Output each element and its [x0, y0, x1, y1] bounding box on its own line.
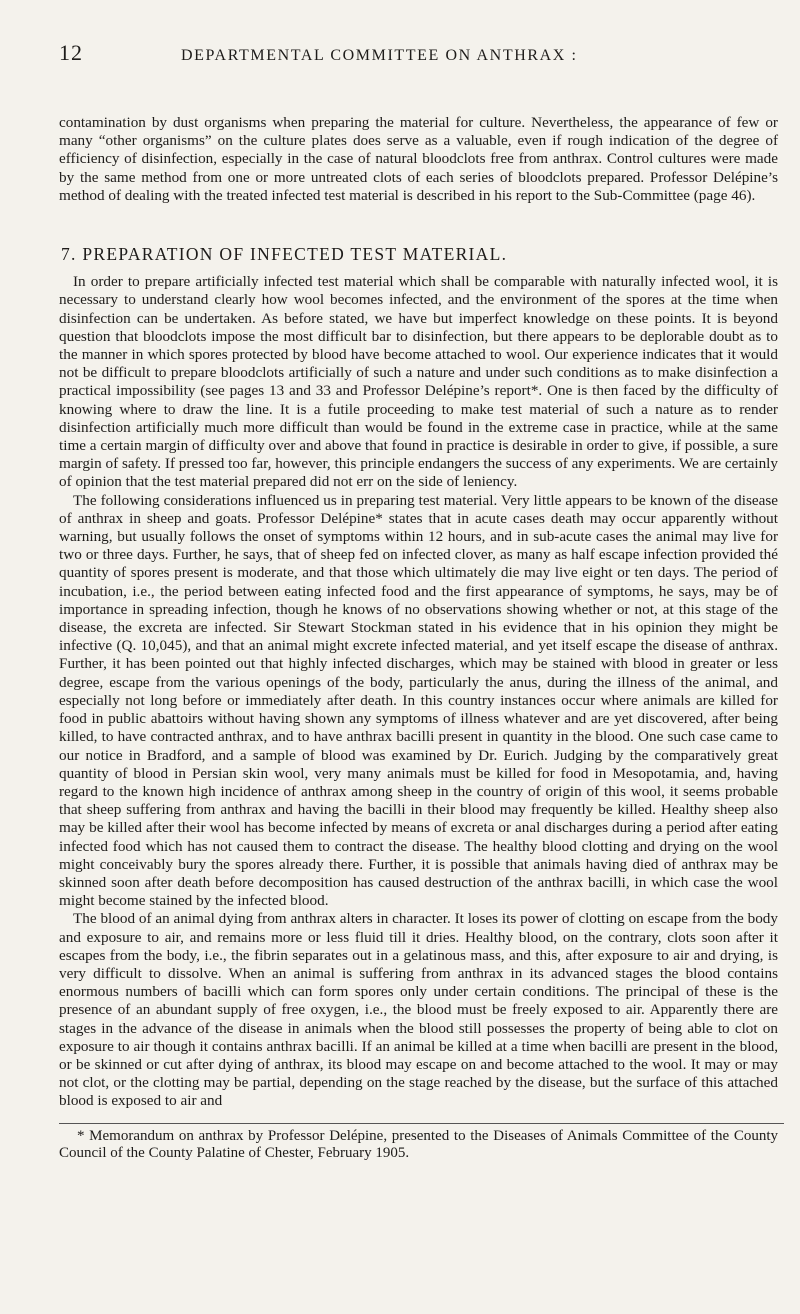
- section-paragraph-3: The blood of an animal dying from anthrax alters in character. It loses its power of clotting on escape from the body and exposure to air, and remains more or less fluid till it dries. Healthy blood, on the contrary, clots soon after it escapes from the body, i.e., the fibrin separates out in a gelatinous mass, and this, after exposure to air and drying, is very difficult to dissolve. When an animal is suffering from anthrax in its advanced stages the blood contains enormous numbers of bacilli which can form spores only under certain conditions. The principal of these is the presence of an abundant supply of free oxygen, i.e., the blood must be freely exposed to air. Apparently there are stages in the advance of the disease in animals when the blood still possesses the property of being able to clot on exposure to air though it contains anthrax bacilli. If an animal be killed at a time when bacilli are present in the blood, or be skinned or cut after dying of anthrax, its blood may escape on and become attached to the wool. It may or may not clot, or the clotting may be partial, depending on the stage reached by the disease, but the surface of this attached blood is exposed to air and: [59, 910, 778, 1110]
- section-heading: 7. PREPARATION OF INFECTED TEST MATERIAL.: [61, 244, 508, 265]
- footnote: * Memorandum on anthrax by Professor Delépine, presented to the Diseases of Animals Committee of the County Council of the County Palatine of Chester, February 1905.: [59, 1127, 778, 1162]
- running-head: [59, 40, 778, 68]
- footnote-rule: [59, 1123, 784, 1124]
- section-paragraph-1: In order to prepare artificially infected test material which shall be comparable with naturally infected wool, it is necessary to understand clearly how wool becomes infected, and the environment of the spores at the time when disinfection can be undertaken. As before stated, we have but imperfect knowledge on these points. It is beyond question that bloodclots impose the most difficult bar to disinfection, but there appears to be deplorable doubt as to the manner in which spores protected by blood have become attached to wool. Our experience indicates that it would not be difficult to prepare bloodclots artificially of such a nature and under such conditions as to make disinfection a practical impossibility (see pages 13 and 33 and Professor Delépine’s report*. One is then faced by the difficulty of knowing where to draw the line. It is a futile proceeding to make test material of such a nature as to render disinfection artificially much more difficult than would be found in the extreme case in practice, while at the same time a certain margin of difficulty over and above that found in practice is desirable in order to give, if possible, a sure margin of safety. If pressed too far, however, this principle endangers the success of any experiments. We are certainly of opinion that the test material prepared did not err on the side of leniency.: [59, 273, 778, 491]
- body-text: [59, 114, 778, 1111]
- intro-paragraph: contamination by dust organisms when preparing the material for culture. Nevertheless, the appearance of few or many “other organisms” on the culture plates does serve as a valuable, even if rough indication of the degree of efficiency of disinfection, especially in the case of natural bloodclots free from anthrax. Control cultures were made by the same method from one or more untreated clots of each series of bloodclots prepared. Professor Delépine’s method of dealing with the treated infected test material is described in his report to the Sub-Committee (page 46).: [59, 114, 778, 204]
- section-paragraph-2: The following considerations influenced us in preparing test material. Very little appears to be known of the disease of anthrax in sheep and goats. Professor Delépine* states that in acute cases death may occur apparently without warning, but usually follows the onset of symptoms within 12 hours, and in sub-acute cases the animal may live for two or three days. Further, he says, that of sheep fed on infected clover, as many as half escape infection provided thé quantity of spores present is moderate, and that those which ultimately die may live eight or ten days. The period of incubation, i.e., the period between eating infected food and the first appearance of symptoms, he says, may be of importance in spreading infection, though he knows of no observations showing whether or not, at this stage of the disease, the excreta are infected. Sir Stewart Stockman stated in his evidence that in his opinion they might be infective (Q. 10,045), and that an animal might excrete infected material, and yet itself escape the disease of anthrax. Further, it has been pointed out that highly infected discharges, which may be stained with blood in greater or less degree, escape from the various openings of the body, particularly the anus, during the illness of the animal, and especially not long before or immediately after death. In this country instances occur where animals are killed for food in public abattoirs without having shown any symptoms of illness whatever and are yet discovered, after being killed, to have contracted anthrax, and to have anthrax bacilli present in quantity in the blood. One such case came to our notice in Bradford, and a sample of blood was examined by Dr. Eurich. Judging by the comparatively great quantity of blood in Persian skin wool, very many animals must be killed for food in Mesopotamia, and, having regard to the known high incidence of anthrax among sheep in the country of origin of this wool, it seems probable that sheep suffering from anthrax and having the bacilli in their blood may frequently be killed. Healthy sheep also may be killed after their wool has become infected by means of excreta or anal discharges during a period after eating infected food which has not caused them to contract the disease. The healthy blood clotting and drying on the wool might conceivably bury the spores already there. Further, it is possible that animals having died of anthrax may be skinned soon after death before decomposition has caused destruction of the anthrax bacilli, in which case the wool might become stained by the infected blood.: [59, 491, 778, 910]
- page-number: 12: [59, 40, 83, 65]
- running-title: DEPARTMENTAL COMMITTEE ON ANTHRAX :: [181, 47, 578, 64]
